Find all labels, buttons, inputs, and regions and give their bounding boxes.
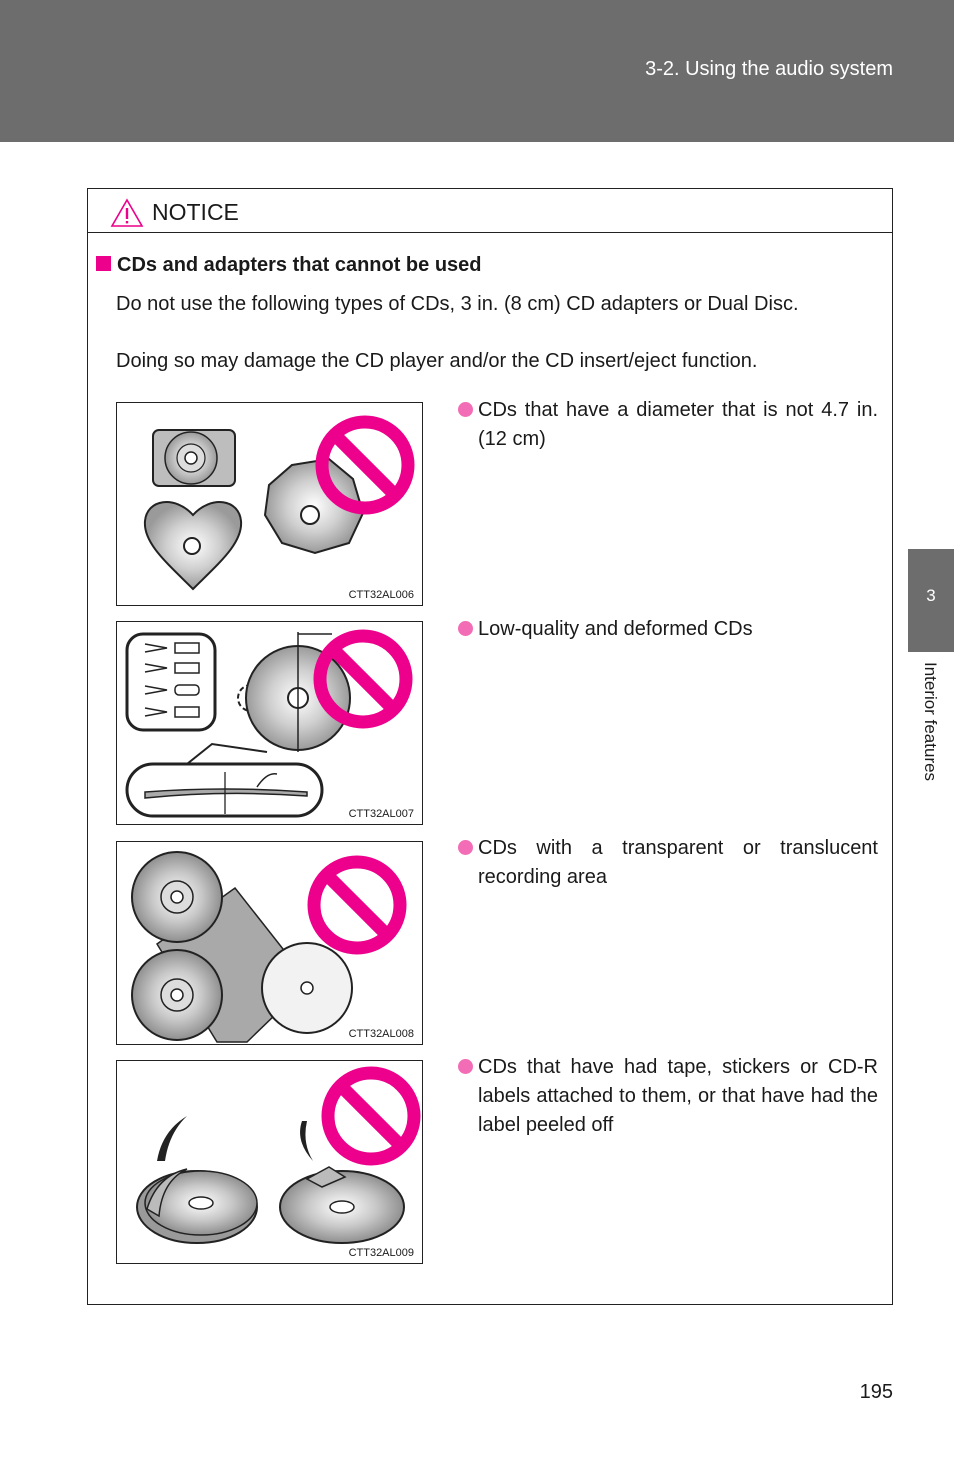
page-number: 195 [859, 1381, 893, 1403]
bullet-dot-icon [458, 402, 473, 417]
section-heading-text: CDs and adapters that cannot be used [117, 254, 482, 276]
bullet-item-3 [458, 834, 878, 892]
bullet-dot-icon [458, 621, 473, 636]
figure-deformed-cds [116, 621, 423, 825]
figure-transparent-cds [116, 841, 423, 1045]
figure-code: CTT32AL007 [348, 808, 414, 820]
notice-paragraph-2: Doing so may damage the CD player and/or the CD insert/eject function. [116, 350, 758, 372]
bullet-item-2 [458, 615, 878, 644]
labeled-cd-illustration [117, 1061, 423, 1264]
transparent-cd-illustration [117, 842, 423, 1045]
notice-title: NOTICE [152, 199, 239, 225]
figure-code: CTT32AL006 [348, 589, 414, 601]
bullet-dot-icon [458, 1059, 473, 1074]
bullet-item-4 [458, 1053, 878, 1140]
bullet-item-1 [458, 396, 878, 454]
bullet-dot-icon [458, 840, 473, 855]
bullet-text: CDs with a transparent or translucent recording area [478, 837, 878, 888]
warning-triangle-icon [110, 198, 144, 228]
figure-odd-shaped-cds [116, 402, 423, 606]
page-header [0, 0, 954, 142]
chapter-number: 3 [926, 586, 936, 605]
figure-labeled-cds [116, 1060, 423, 1264]
bullet-text: Low-quality and deformed CDs [478, 618, 753, 640]
square-bullet-icon [96, 256, 111, 271]
odd-shaped-cd-illustration [117, 403, 423, 606]
figure-code: CTT32AL008 [348, 1028, 414, 1040]
notice-box [87, 188, 893, 1305]
section-title: 3-2. Using the audio system [645, 58, 893, 80]
deformed-cd-illustration [117, 622, 423, 825]
section-heading [96, 254, 482, 277]
figure-code: CTT32AL009 [348, 1247, 414, 1259]
bullet-text: CDs that have a diameter that is not 4.7 in. (12 cm) [478, 399, 878, 450]
chapter-tab [908, 549, 954, 652]
notice-header [88, 189, 892, 233]
chapter-label: Interior features [921, 662, 940, 782]
notice-paragraph-1: Do not use the following types of CDs, 3 in. (8 cm) CD adapters or Dual Disc. [116, 293, 799, 315]
bullet-text: CDs that have had tape, stickers or CD-R labels attached to them, or that have had the label peeled off [478, 1056, 878, 1136]
